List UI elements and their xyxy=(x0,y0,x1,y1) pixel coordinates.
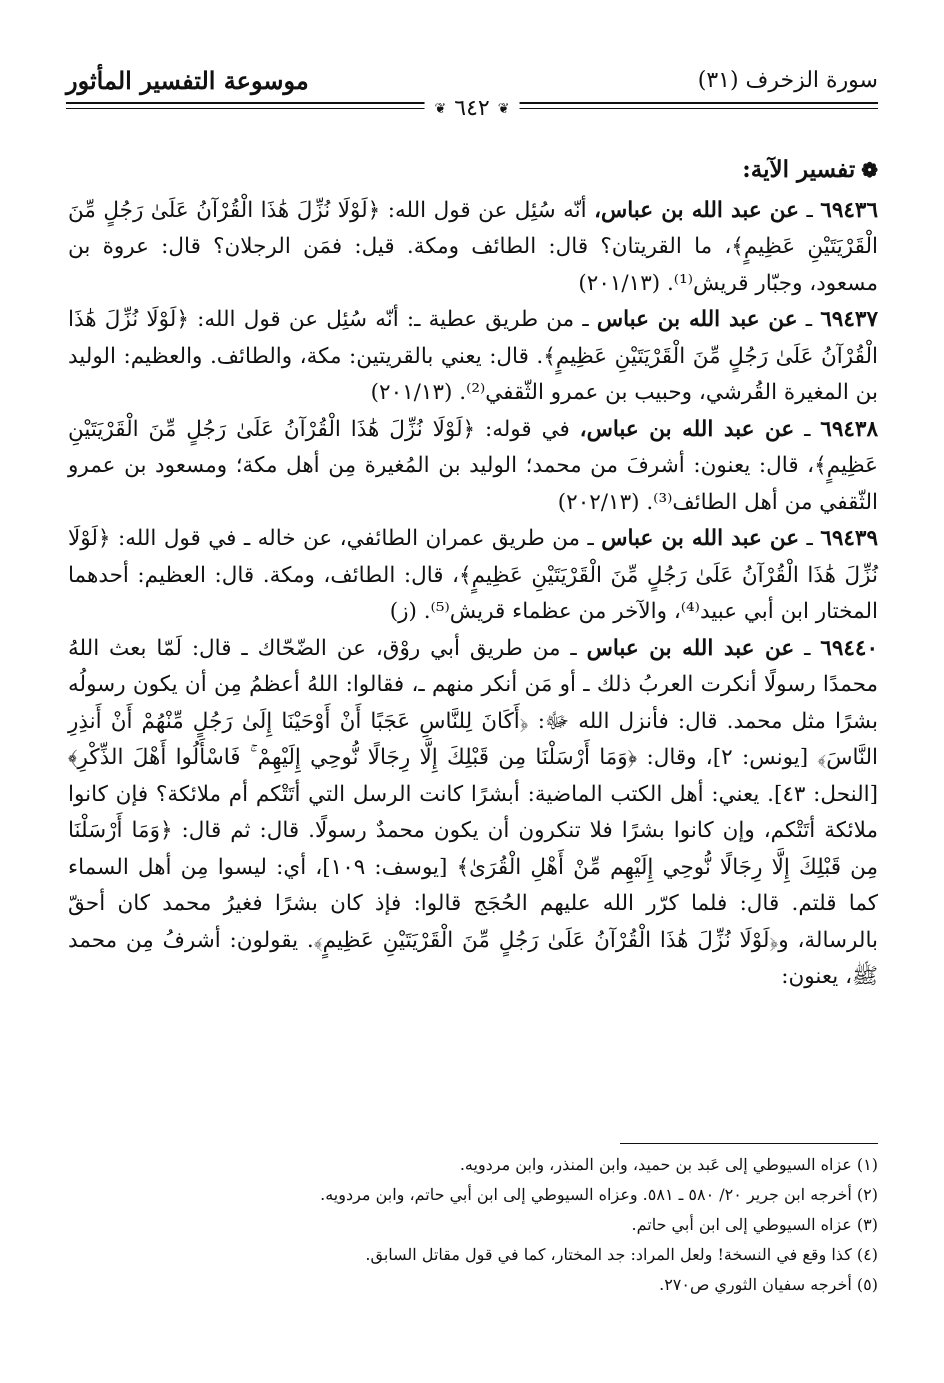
section-title: تفسير الآية: xyxy=(742,156,856,183)
narration-text: ـ من طريق أبي روْق، عن الضّحّاك ـ قال: لَمّا بعث اللهُ محمدًا رسولًا أنكرت العربُ ذلك ـ أو مَن أنكر منهم ـ، فقالوا: اللهُ أعظمُ مِن أن يكون رسولُه بشرًا مثل محمد. قال: فأنزل الله ﷻ: ﴿أَكَانَ لِلنَّاسِ عَجَبًا أَنْ أَوْحَيْنَا إِلَىٰ رَجُلٍ مِّنْهُمْ أَنْ أَنذِرِ النَّاسَ﴾ [يونس: ٢]، وقال: ﴿وَمَا أَرْسَلْنَا مِن قَبْلِكَ إِلَّا رِجَالًا نُّوحِي إِلَيْهِمْ ۚ فَاسْأَلُوا أَهْلَ الذِّكْرِ﴾ [النحل: ٤٣]. يعني: أهل الكتب الماضية: أبشرًا كانت الرسل التي أتَتْكم أم ملائكة؟ فإن كانوا ملائكة أتَتْكم، وإن كانوا بشرًا فلا تنكرون أن يكون محمدٌ رسولًا. قال: ثم قال: ﴿وَمَا أَرْسَلْنَا مِن قَبْلِكَ إِلَّا رِجَالًا نُّوحِي إِلَيْهِم مِّنْ أَهْلِ الْقُرَىٰ﴾ [يوسف: ١٠٩]، أي: ليسوا مِن أهل السماء كما قلتم. قال: فلما كرّر الله عليهم الحُجَج قالوا: فإذ كان بشرًا فغيرُ محمد كان أحقّ بالرسالة، و﴿لَوْلَا نُزِّلَ هَٰذَا الْقُرْآنُ عَلَىٰ رَجُلٍ مِّنَ الْقَرْيَتَيْنِ عَظِيمٍ﴾. يقولون: أشرفُ مِن محمد ﷺ، يعنون: xyxy=(68,635,879,989)
footnote: (٢) أخرجه ابن جرير ٢٠/ ٥٨٠ ـ ٥٨١. وعزاه السيوطي إلى ابن أبي حاتم، وابن مردويه. xyxy=(320,1185,878,1204)
footnote: (١) عزاه السيوطي إلى عَبد بن حميد، وابن المنذر، وابن مردويه. xyxy=(459,1155,878,1174)
footnotes xyxy=(68,1150,878,1300)
ornament-icon: ❦ xyxy=(497,100,510,117)
narration-text: ـ من طريق عطية ـ: أنّه سُئِل عن قول الله: ﴿لَوْلَا نُزِّلَ هَٰذَا الْقُرْآنُ عَلَىٰ رَجُلٍ مِّنَ الْقَرْيَتَيْنِ عَظِيمٍ﴾. قال: يعني بالقريتين: مكة، والطائف. والعظيم: الوليد بن المغيرة القُرشي، وحبيب بن عمرو الثّقفي⁽²⁾. (٢٠١/١٣) xyxy=(68,307,878,405)
flower-icon: ❁ xyxy=(861,158,878,182)
footnote-separator xyxy=(620,1143,878,1144)
narrator: عن عبد الله بن عباس xyxy=(586,635,795,661)
narration-number: ٦٩٤٤٠ xyxy=(820,635,879,661)
page-number xyxy=(425,96,520,121)
narrator: عن عبد الله بن عباس، xyxy=(594,197,799,223)
narrator: عن عبد الله بن عباس xyxy=(596,307,798,332)
narrator: عن عبد الله بن عباس xyxy=(601,526,800,551)
footnote: (٣) عزاه السيوطي إلى ابن أبي حاتم. xyxy=(631,1215,878,1234)
narration-entry: ٦٩٤٣٩ ـ عن عبد الله بن عباس ـ من طريق عمران الطائفي، عن خاله ـ في قول الله: ﴿لَوْلَا نُزِّلَ هَٰذَا الْقُرْآنُ عَلَىٰ رَجُلٍ مِّنَ الْقَرْيَتَيْنِ عَظِيمٍ﴾، قال: الطائف، ومكة. قال: العظيم: أحدهما المختار ابن أبي عبيد⁽⁴⁾، والآخر من عظماء قريش⁽⁵⁾. (ز) xyxy=(68,526,879,624)
book-title: موسوعة التفسير المأثور xyxy=(66,66,309,95)
narration-entry: ٦٩٤٣٧ ـ عن عبد الله بن عباس ـ من طريق عطية ـ: أنّه سُئِل عن قول الله: ﴿لَوْلَا نُزِّلَ هَٰذَا الْقُرْآنُ عَلَىٰ رَجُلٍ مِّنَ الْقَرْيَتَيْنِ عَظِيمٍ﴾. قال: يعني بالقريتين: مكة، والطائف. والعظيم: الوليد بن المغيرة القُرشي، وحبيب بن عمرو الثّقفي⁽²⁾. (٢٠١/١٣) xyxy=(68,307,878,405)
surah-heading: سورة الزخرف (٣١) xyxy=(697,68,878,93)
narration-entry: ٦٩٤٣٨ ـ عن عبد الله بن عباس، في قوله: ﴿لَوْلَا نُزِّلَ هَٰذَا الْقُرْآنُ عَلَىٰ رَجُلٍ مِّنَ الْقَرْيَتَيْنِ عَظِيمٍ﴾، قال: يعنون: أشرفَ من محمد؛ الوليد بن المُغيرة مِن أهل مكة؛ ومسعود بن عمرو الثّقفي من أهل الطائف⁽³⁾. (٢٠٢/١٣) xyxy=(68,416,879,515)
footnote: (٥) أخرجه سفيان الثوري ص٢٧٠. xyxy=(659,1275,878,1294)
narration-entry: ٦٩٤٤٠ ـ عن عبد الله بن عباس ـ من طريق أبي روْق، عن الضّحّاك ـ قال: لَمّا بعث اللهُ محمدًا رسولًا أنكرت العربُ ذلك ـ أو مَن أنكر منهم ـ، فقالوا: اللهُ أعظمُ مِن أن يكون رسولُه بشرًا مثل محمد. قال: فأنزل الله ﷻ: ﴿أَكَانَ لِلنَّاسِ عَجَبًا أَنْ أَوْحَيْنَا إِلَىٰ رَجُلٍ مِّنْهُمْ أَنْ أَنذِرِ النَّاسَ﴾ [يونس: ٢]، وقال: ﴿وَمَا أَرْسَلْنَا مِن قَبْلِكَ إِلَّا رِجَالًا نُّوحِي إِلَيْهِمْ ۚ فَاسْأَلُوا أَهْلَ الذِّكْرِ﴾ [النحل: ٤٣]. يعني: أهل الكتب الماضية: أبشرًا كانت الرسل التي أتَتْكم أم ملائكة؟ فإن كانوا ملائكة أتَتْكم، وإن كانوا بشرًا فلا تنكرون أن يكون محمدٌ رسولًا. قال: ثم قال: ﴿وَمَا أَرْسَلْنَا مِن قَبْلِكَ إِلَّا رِجَالًا نُّوحِي إِلَيْهِم مِّنْ أَهْلِ الْقُرَىٰ﴾ [يوسف: ١٠٩]، أي: ليسوا مِن أهل السماء كما قلتم. قال: فلما كرّر الله عليهم الحُجَج قالوا: فإذ كان بشرًا فغيرُ محمد كان أحقّ بالرسالة، و﴿لَوْلَا نُزِّلَ هَٰذَا الْقُرْآنُ عَلَىٰ رَجُلٍ مِّنَ الْقَرْيَتَيْنِ عَظِيمٍ﴾. يقولون: أشرفُ مِن محمد ﷺ، يعنون: xyxy=(68,635,879,989)
narration-number: ٦٩٤٣٨ xyxy=(820,416,879,442)
narration-text: أنّه سُئِل عن قول الله: ﴿لَوْلَا نُزِّلَ هَٰذَا الْقُرْآنُ عَلَىٰ رَجُلٍ مِّنَ الْقَرْيَتَيْنِ عَظِيمٍ﴾، ما القريتان؟ قال: الطائف ومكة. قيل: فمَن الرجلان؟ قال: عروة بن مسعود، وجبّار قريش⁽¹⁾. (٢٠١/١٣) xyxy=(68,197,878,296)
page-header xyxy=(66,60,878,132)
narration-number: ٦٩٤٣٧ xyxy=(820,307,878,332)
main-text xyxy=(68,152,878,996)
page-number-text: ٦٤٢ xyxy=(454,96,490,121)
footnote: (٤) كذا وقع في النسخة! ولعل المراد: جد المختار، كما في قول مقاتل السابق. xyxy=(365,1245,878,1264)
narrator: عن عبد الله بن عباس، xyxy=(579,416,795,442)
narration-text: ـ من طريق عمران الطائفي، عن خاله ـ في قول الله: ﴿لَوْلَا نُزِّلَ هَٰذَا الْقُرْآنُ عَلَىٰ رَجُلٍ مِّنَ الْقَرْيَتَيْنِ عَظِيمٍ﴾، قال: الطائف، ومكة. قال: العظيم: أحدهما المختار ابن أبي عبيد⁽⁴⁾، والآخر من عظماء قريش⁽⁵⁾. (ز) xyxy=(68,526,878,624)
narration-number: ٦٩٤٣٦ xyxy=(820,197,879,223)
narration-entry: ٦٩٤٣٦ ـ عن عبد الله بن عباس، أنّه سُئِل عن قول الله: ﴿لَوْلَا نُزِّلَ هَٰذَا الْقُرْآنُ عَلَىٰ رَجُلٍ مِّنَ الْقَرْيَتَيْنِ عَظِيمٍ﴾، ما القريتان؟ قال: الطائف ومكة. قيل: فمَن الرجلان؟ قال: عروة بن مسعود، وجبّار قريش⁽¹⁾. (٢٠١/١٣) xyxy=(68,197,879,296)
ornament-icon: ❦ xyxy=(434,100,447,117)
narration-text: في قوله: ﴿لَوْلَا نُزِّلَ هَٰذَا الْقُرْآنُ عَلَىٰ رَجُلٍ مِّنَ الْقَرْيَتَيْنِ عَظِيمٍ﴾، قال: يعنون: أشرفَ من محمد؛ الوليد بن المُغيرة مِن أهل مكة؛ ومسعود بن عمرو الثّقفي من أهل الطائف⁽³⁾. (٢٠٢/١٣) xyxy=(68,416,878,515)
section-heading xyxy=(68,152,878,189)
narration-number: ٦٩٤٣٩ xyxy=(820,526,879,551)
